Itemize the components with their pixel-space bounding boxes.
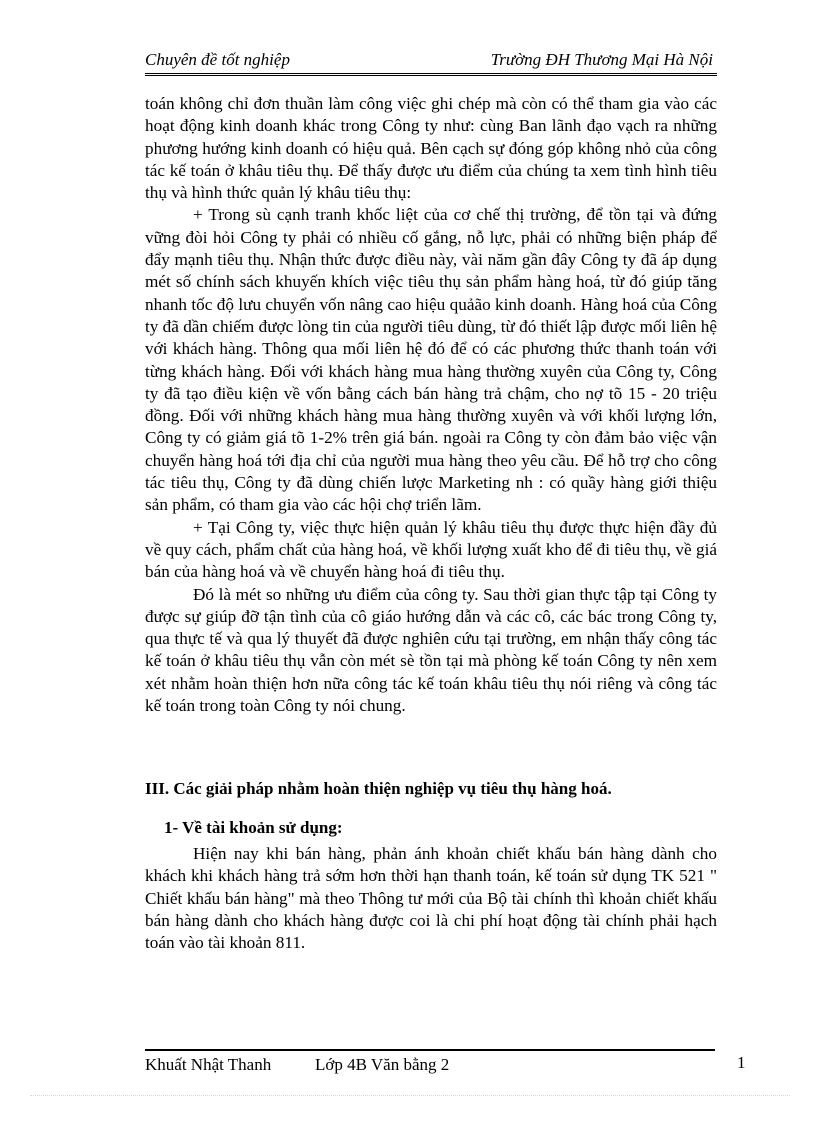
header-divider [145,73,717,76]
paragraph-continuation: toán không chỉ đơn thuần làm công việc ghi chép mà còn có thể tham gia vào các hoạt động kinh doanh khác trong Công ty như: cùng Ban lãnh đạo vạch ra những phương hướng kinh doanh có hiệu quả. Bên cạch sự đóng góp không nhỏ của công tác kế toán ở khâu tiêu thụ. Để thấy được ưu điểm của chúng ta xem tình hình tiêu thụ và hình thức quản lý khâu tiêu thụ: [145,94,717,203]
footer-class: Lớp 4B Văn bằng 2 [315,1055,450,1074]
subsection-heading: 1- Về tài khoản sử dụng: [164,818,343,837]
paragraph-management: + Tại Công ty, việc thực hiện quản lý khâu tiêu thụ được thực hiện đầy đủ về quy cách, phẩm chất của hàng hoá, về khối lượng xuất kho để đi tiêu thụ, về giá bán của hàng hoá và về chuyển hàng hoá đi tiêu thụ. [145,517,717,582]
footer-author: Khuất Nhật Thanh [145,1055,272,1074]
body-text [145,93,717,717]
header-document-title: Chuyên đề tốt nghiệp [145,50,290,69]
header-university-name: Trường ĐH Thương Mại Hà Nội [490,50,713,69]
page-header [145,48,715,72]
footer-divider [145,1049,715,1051]
paragraph-discount-account: Hiện nay khi bán hàng, phản ánh khoản chiết khấu bán hàng dành cho khách khi khách hàng trả sớm hơn thời hạn thanh toán, kế toán sử dụng TK 521 " Chiết khấu bán hàng" mà theo Thông tư mới của Bộ tài chính thì khoản chiết khấu bán hàng dành cho khách hàng được coi là chi phí hoạt động tài chính phải hạch toán vào tài khoản 811. [145,844,717,953]
page-bottom-edge [30,1095,790,1096]
section-heading: III. Các giải pháp nhằm hoàn thiện nghiệp vụ tiêu thụ hàng hoá. [145,779,612,798]
section-body [145,843,717,954]
paragraph-competition: + Trong sù cạnh tranh khốc liệt của cơ chế thị trường, để tồn tại và đứng vững đòi hỏi Công ty phải có nhiều cố gắng, nỗ lực, phải có những biện pháp để đẩy mạnh tiêu thụ. Nhận thức được điều này, vài năm gần đây Công ty đã áp dụng mét số chính sách khuyến khích việc tiêu thụ sản phẩm hàng hoá, từ đó giúp tăng nhanh tốc độ lưu chuyển vốn nâng cao hiệu quảão kinh doanh. Hàng hoá của Công ty đã dần chiếm được lòng tin của người tiêu dùng, từ đó thiết lập được mối liên hệ với khách hàng. Thông qua mối liên hệ đó để có các phương thức thanh toán với từng khách hàng. Đối với khách hàng mua hàng thường xuyên của Công ty, Công ty đã tạo điều kiện về vốn bằng cách bán hàng trả chậm, cho nợ tõ 15 - 20 triệu đồng. Đối với những khách hàng mua hàng thường xuyên và với khối lượng lớn, Công ty có giảm giá tõ 1-2% trên giá bán. ngoài ra Công ty còn đảm bảo việc vận chuyển hàng hoá tới địa chỉ của người mua hàng theo yêu cầu. Để hỗ trợ cho công tác tiêu thụ, Công ty đã dùng chiến lược Marketing nh : có quầy hàng giới thiệu sản phẩm, có tham gia vào các hội chợ triển lãm. [145,205,717,515]
paragraph-conclusion: Đó là mét so những ưu điểm của công ty. Sau thời gian thực tập tại Công ty được sự giúp đỡ tận tình của cô giáo hướng dẫn và các cô, các bác trong Công ty, qua thực tế và qua lý thuyết đã được nghiên cứu tại trường, em nhận thấy công tác kế toán ở khâu tiêu thụ vẫn còn mét sè tồn tại mà phòng kế toán Công ty nên xem xét nhằm hoàn thiện hơn nữa công tác kế toán khâu tiêu thụ nói riêng và công tác kế toán trong toàn Công ty nói chung. [145,584,717,716]
page-number: 1 [737,1053,746,1072]
